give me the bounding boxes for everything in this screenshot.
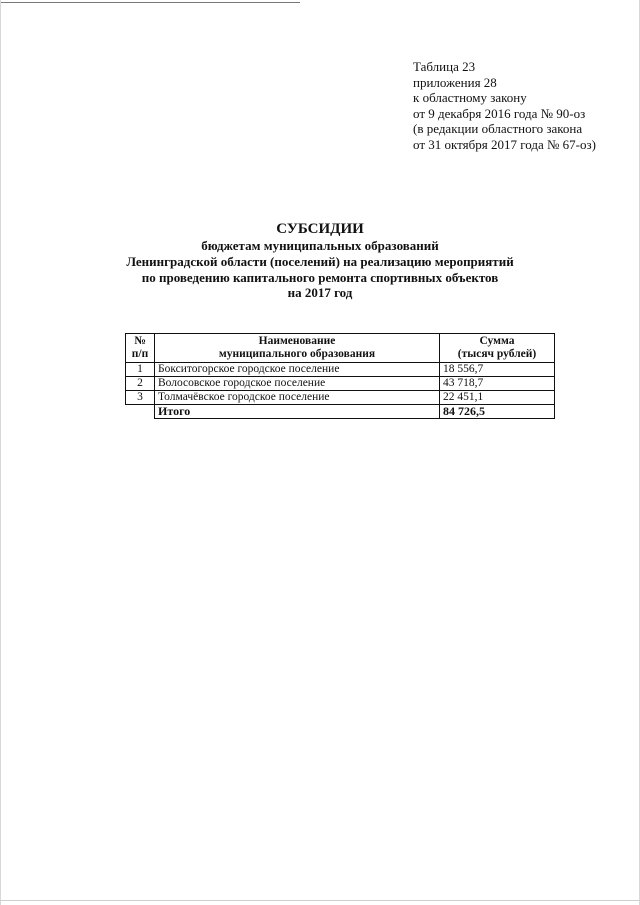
table-row — [126, 363, 555, 377]
table-header-row — [126, 334, 555, 363]
row-sum: 43 718,7 — [440, 377, 555, 391]
total-row — [126, 405, 555, 419]
title-line-2: Ленинградской области (поселений) на реализацию мероприятий — [126, 253, 514, 269]
title-line-4: на 2017 год — [287, 285, 353, 301]
scan-left-edge — [0, 0, 1, 905]
row-name: Толмачёвское городское поселение — [155, 391, 440, 405]
header-name-line2: муниципального образования — [218, 348, 376, 360]
row-num: 1 — [126, 363, 155, 377]
total-sum: 84 726,5 — [440, 405, 555, 419]
header-line-date: от 9 декабря 2016 года № 90-оз — [413, 105, 586, 121]
row-name: Волосовское городское поселение — [155, 377, 440, 391]
header-line-edition-date: от 31 октября 2017 года № 67-оз) — [413, 136, 596, 152]
header-line-table: Таблица 23 — [413, 59, 476, 74]
title-line-3: по проведению капитального ремонта спортивных объектов — [141, 269, 499, 285]
header-num-line1: № — [134, 335, 146, 347]
total-label: Итого — [155, 405, 440, 419]
row-sum: 18 556,7 — [440, 363, 555, 377]
header-line-appendix: приложения 28 — [413, 74, 497, 90]
header-line-law: к областному закону — [413, 90, 527, 105]
document-title — [0, 220, 640, 301]
header-num — [126, 334, 155, 363]
row-num: 3 — [126, 391, 155, 405]
header-name-line1: Наименование — [258, 335, 336, 347]
appendix-header — [413, 59, 596, 152]
row-name: Бокситогорское городское поселение — [155, 363, 440, 377]
header-sum — [440, 334, 555, 363]
scan-top-line — [0, 2, 300, 3]
header-sum-line2: (тысяч рублей) — [457, 348, 537, 360]
header-num-line2: п/п — [131, 348, 149, 360]
row-num: 2 — [126, 377, 155, 391]
subsidy-table — [125, 333, 555, 419]
header-line-edition: (в редакции областного закона — [413, 121, 583, 136]
header-sum-line1: Сумма — [479, 335, 515, 347]
scan-bottom-edge — [0, 900, 640, 901]
title-line-1: бюджетам муниципальных образований — [201, 238, 439, 253]
table-row — [126, 377, 555, 391]
title-main: СУБСИДИИ — [276, 221, 364, 237]
total-num-cell — [126, 405, 155, 419]
header-name — [155, 334, 440, 363]
row-sum: 22 451,1 — [440, 391, 555, 405]
table-row — [126, 391, 555, 405]
